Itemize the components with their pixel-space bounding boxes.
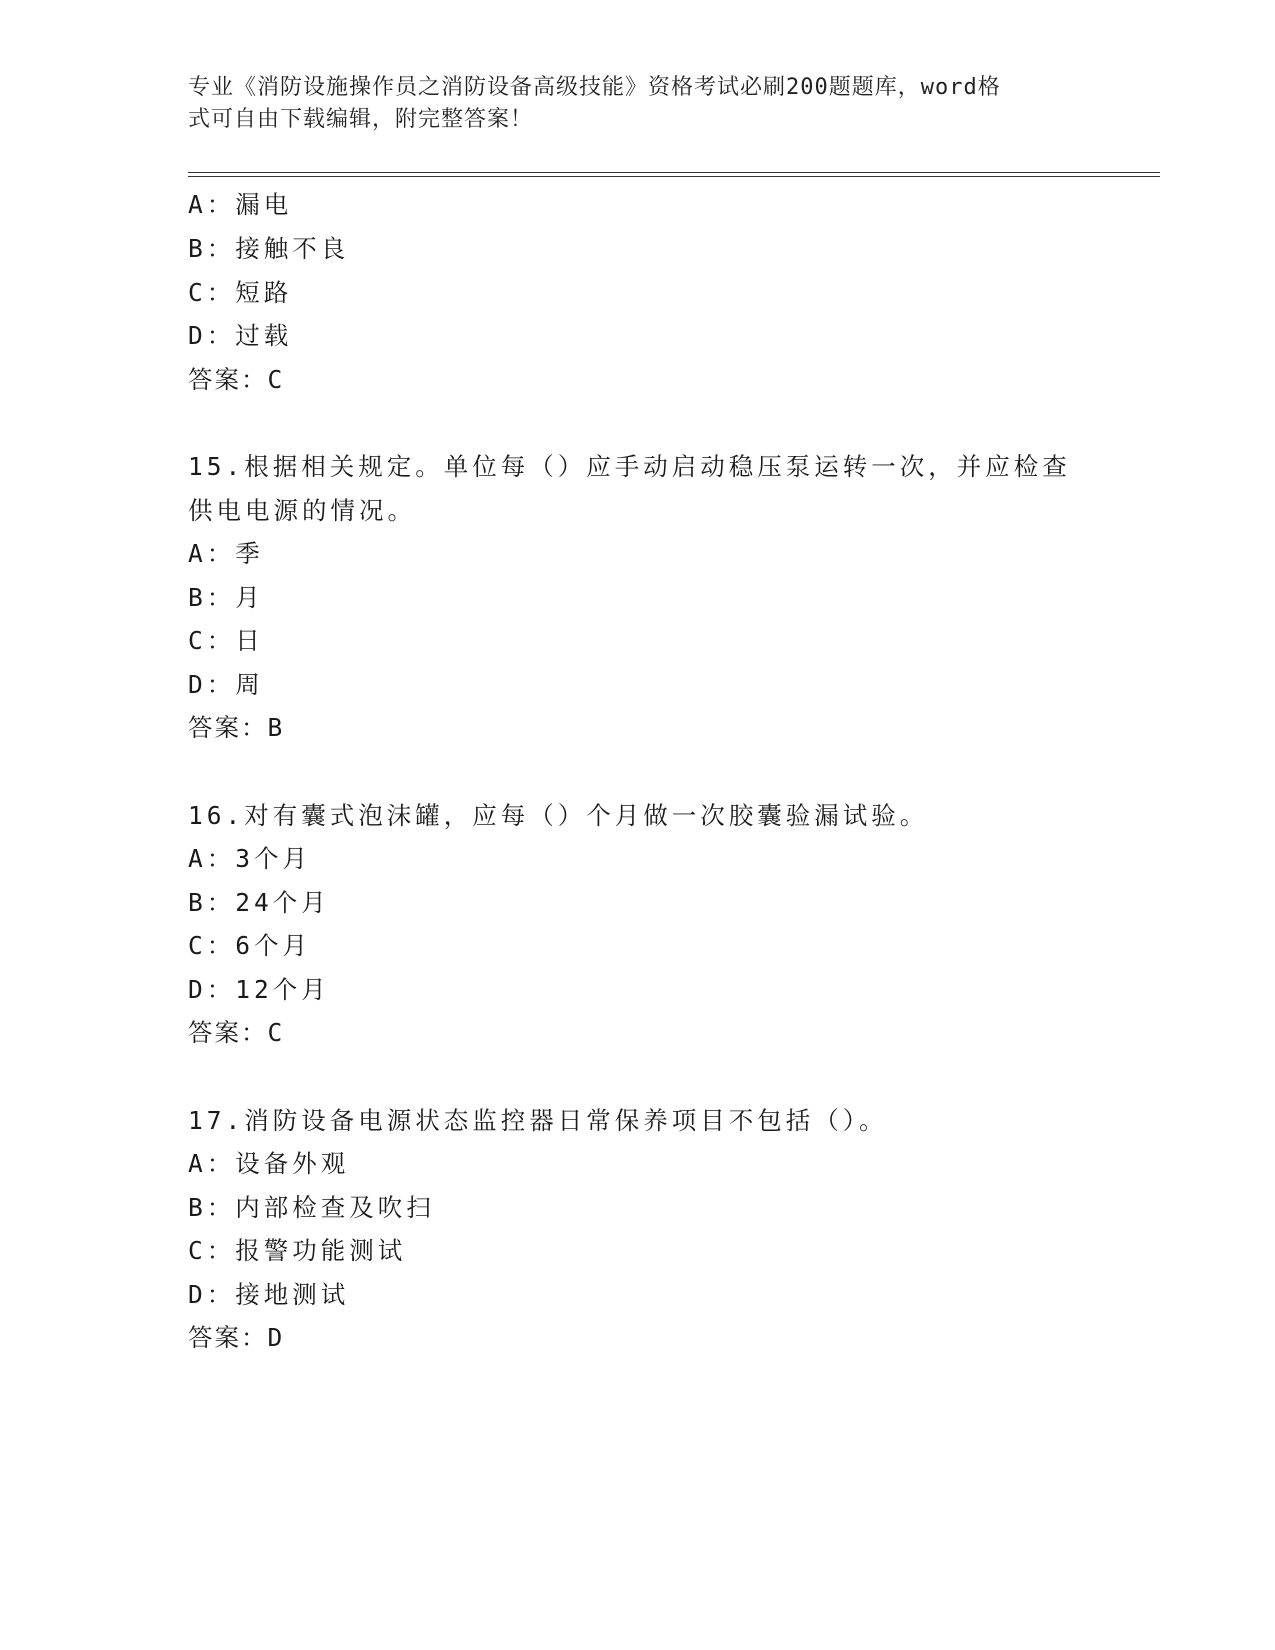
option-d: D：12个月 [188,975,330,1004]
option-d: D：接地测试 [188,1280,350,1309]
option-d: D：过载 [188,321,293,350]
option-a: A：设备外观 [188,1149,350,1178]
header-line-2: 式可自由下载编辑，附完整答案！ [188,107,534,132]
answer-line: 答案：D [188,1323,285,1352]
question-15-line-1: 15.根据相关规定。单位每（）应手动启动稳压泵运转一次，并应检查 [188,452,1071,481]
option-d: D：周 [188,670,264,699]
header-line-1: 专业《消防设施操作员之消防设备高级技能》资格考试必刷200题题库，word格 [188,75,1001,100]
option-b: B：接触不良 [188,234,350,263]
answer-line: 答案：C [188,365,285,394]
answer-line: 答案：C [188,1018,285,1047]
option-a: A：季 [188,539,264,568]
option-c: C：报警功能测试 [188,1236,407,1265]
option-c: C：6个月 [188,931,312,960]
answer-line: 答案：B [188,713,285,742]
header-divider-top [188,172,1160,173]
option-b: B：内部检查及吹扫 [188,1193,435,1222]
option-a: A：3个月 [188,844,312,873]
question-17-line-1: 17.消防设备电源状态监控器日常保养项目不包括（）。 [188,1106,888,1135]
question-15-line-2: 供电电源的情况。 [188,496,416,525]
header-divider-bottom [188,176,1160,177]
option-c: C：短路 [188,278,293,307]
option-a: A：漏电 [188,190,293,219]
option-c: C：日 [188,626,264,655]
question-16-line-1: 16.对有囊式泡沫罐，应每（）个月做一次胶囊验漏试验。 [188,801,929,830]
option-b: B：24个月 [188,888,330,917]
document-header [188,72,1068,136]
option-b: B：月 [188,583,264,612]
